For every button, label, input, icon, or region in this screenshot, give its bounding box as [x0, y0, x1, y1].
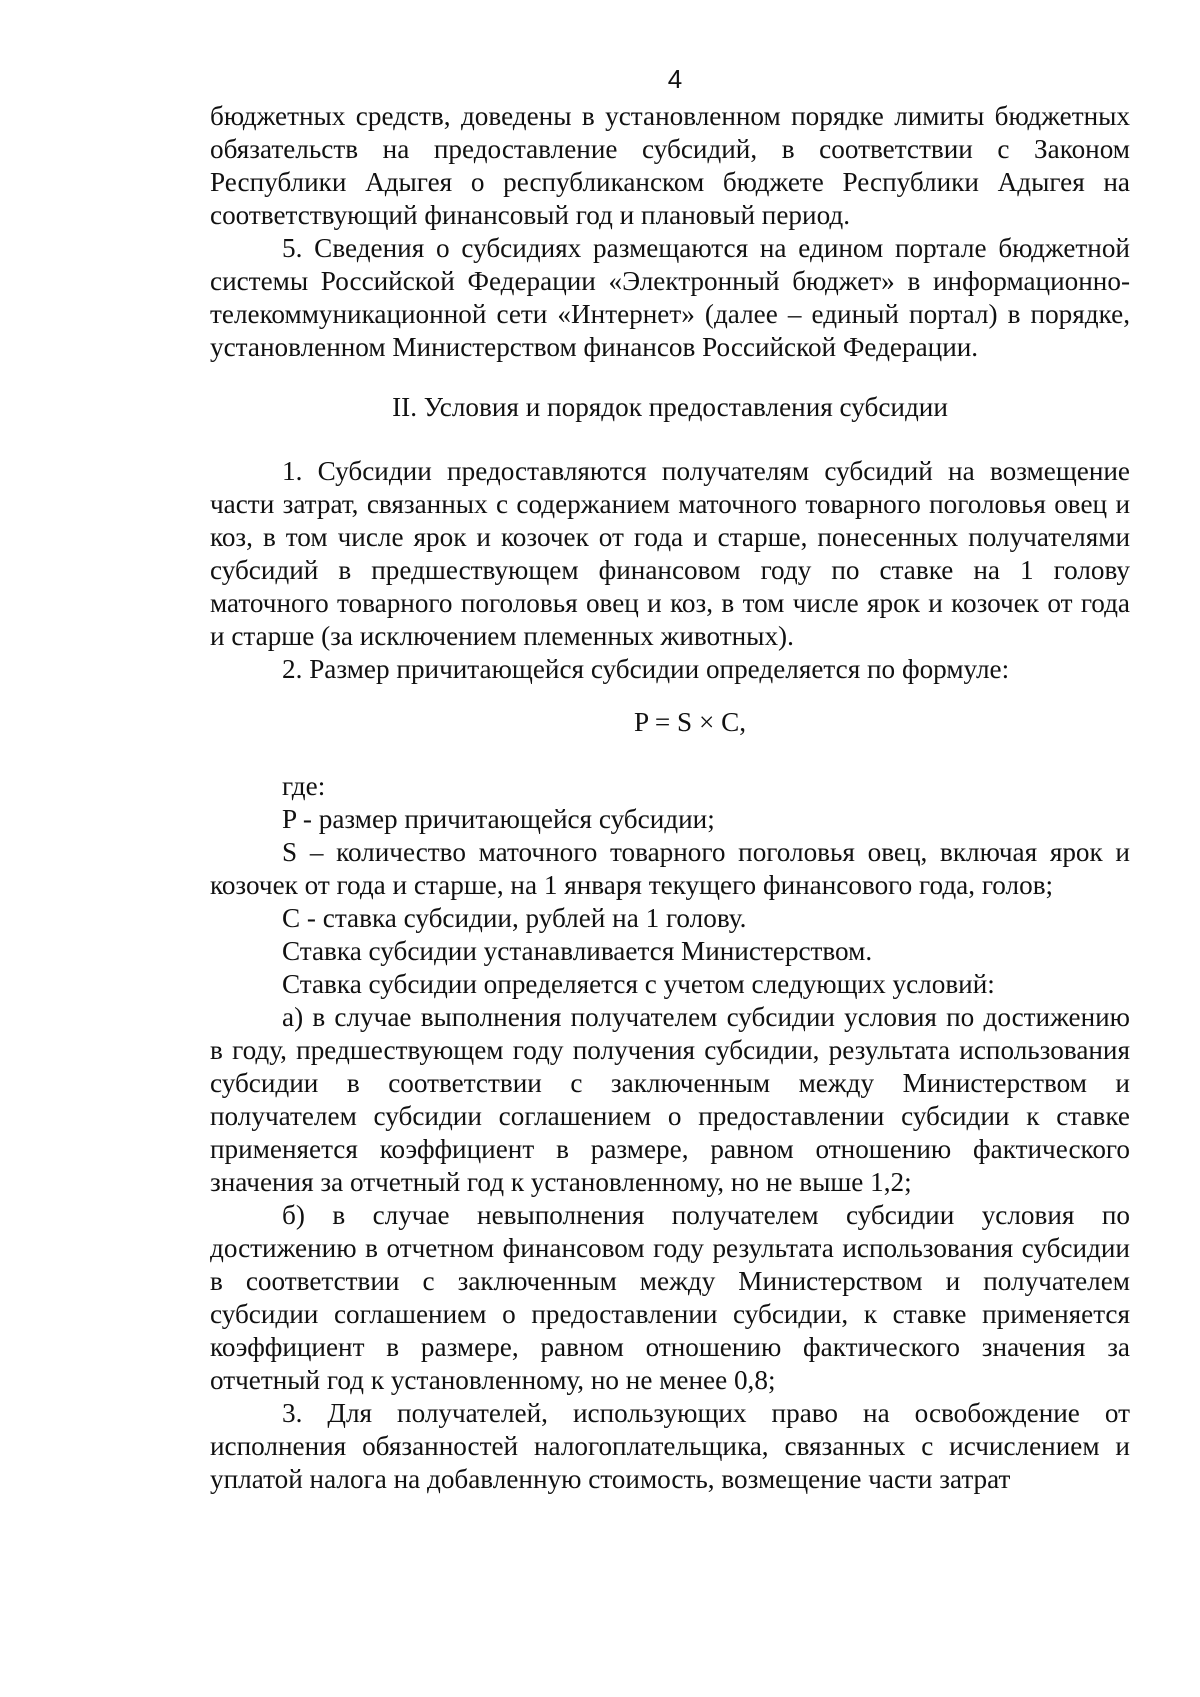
paragraph-condition-b: б) в случае невыполнения получателем субсидии условия по достижению в отчетном финансовом году результата использования субсидии в соответствии с заключенным между Министерством и получателем субсидии соглашением о предоставлении субсидии, к ставке применяется коэффициент в размере, равном отношению фактического значения за отчетный год к установленному, но не менее 0,8; [210, 1200, 1130, 1395]
page-number: 4 [667, 64, 683, 94]
paragraph-condition-a: а) в случае выполнения получателем субсидии условия по достижению в году, предшествующем году получения субсидии, результата использования субсидии в соответствии с заключенным между Министерством и получателем субсидии соглашением о предоставлении субсидии к ставке применяется коэффициент в размере, равном отношению фактического значения за отчетный год к установленному, но не выше 1,2; [210, 1002, 1130, 1197]
definition-c: C - ставка субсидии, рублей на 1 голову. [282, 903, 747, 933]
formula: P = S × C, [633, 707, 746, 737]
paragraph-item-2: 2. Размер причитающейся субсидии определяется по формуле: [282, 654, 1010, 684]
paragraph-where: где: [282, 771, 326, 801]
paragraph-rate-set: Ставка субсидии устанавливается Министерством. [282, 936, 873, 966]
definition-p: P - размер причитающейся субсидии; [282, 804, 715, 834]
section-title: II. Условия и порядок предоставления субсидии [392, 392, 948, 422]
paragraph-item-1: 1. Субсидии предоставляются получателям субсидий на возмещение части затрат, связанных с содержанием маточного товарного поголовья овец и коз, в том числе ярок и козочек от года и старше, понесенных получателями субсидий в предшествующем финансовом году по ставке на 1 голову маточного товарного поголовья овец и коз, в том числе ярок и козочек от года и старше (за исключением племенных животных). [210, 456, 1130, 651]
definition-s: S – количество маточного товарного поголовья овец, включая ярок и козочек от года и старше, на 1 января текущего финансового года, голов; [210, 837, 1130, 900]
paragraph-continuation: бюджетных средств, доведены в установленном порядке лимиты бюджетных обязательств на предоставление субсидий, в соответствии с Законом Республики Адыгея о республиканском бюджете Республики Адыгея на соответствующий финансовый год и плановый период. [210, 101, 1130, 230]
paragraph-item-3: 3. Для получателей, использующих право на освобождение от исполнения обязанностей налогоплательщика, связанных с исчислением и уплатой налога на добавленную стоимость, возмещение части затрат [210, 1398, 1130, 1494]
paragraph-rate-conditions: Ставка субсидии определяется с учетом следующих условий: [282, 969, 995, 999]
document-body [210, 100, 1130, 1496]
paragraph-item-5: 5. Сведения о субсидиях размещаются на едином портале бюджетной системы Российской Федерации «Электронный бюджет» в информационно-телекоммуникационной сети «Интернет» (далее – единый портал) в порядке, установленном Министерством финансов Российской Федерации. [210, 233, 1130, 362]
